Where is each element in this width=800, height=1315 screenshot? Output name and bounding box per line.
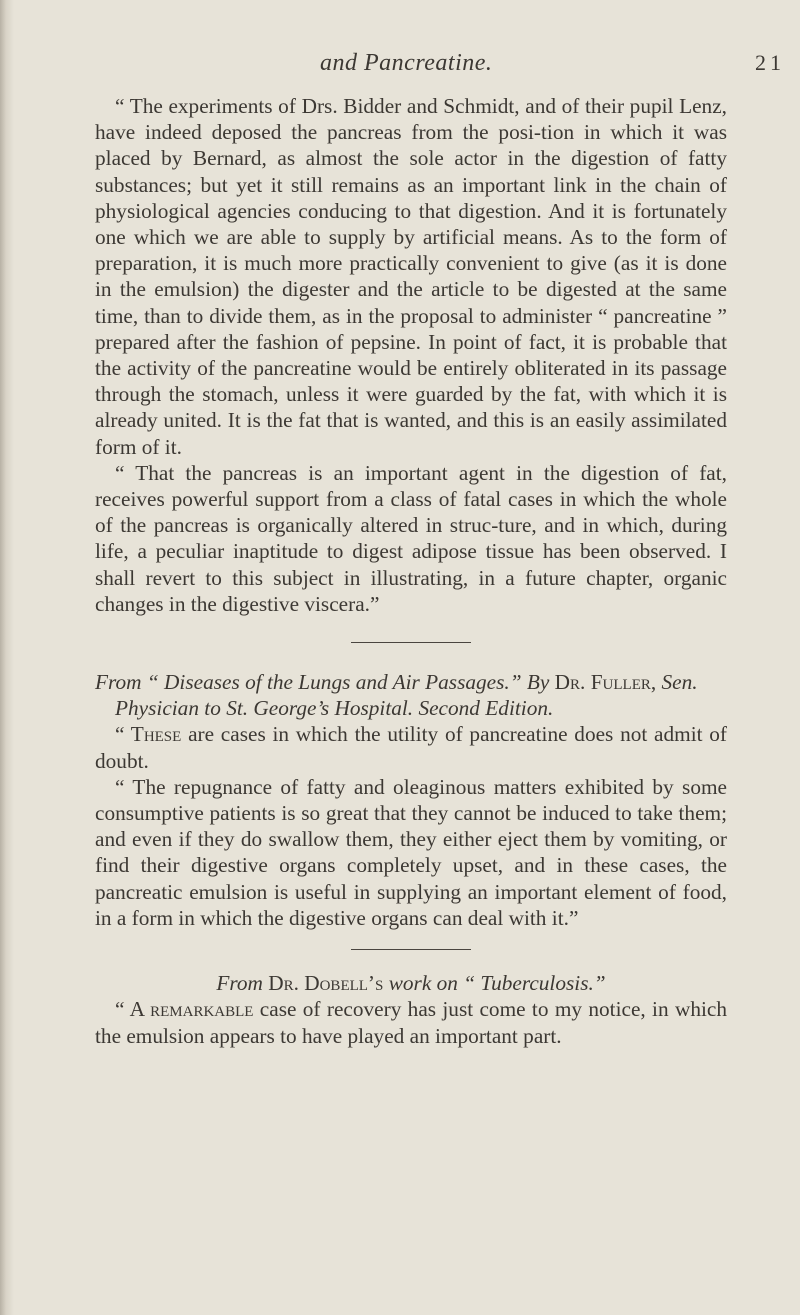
paragraph-utility bbox=[95, 721, 727, 773]
source-citation-fuller bbox=[95, 669, 727, 721]
source-fuller-author: Dr. Fuller, bbox=[554, 670, 657, 695]
paragraph-pancreas-agent: “ That the pancreas is an important agent in the digestion of fat, receives powerful support from a class of fatal cases in which the whole of the pancreas is organically altered in struc-ture, and in which, during life, a peculiar inaptitude to digest adipose tissue has been observed. I shall revert to this subject in illustrating, in a future chapter, organic changes in the digestive viscera.” bbox=[95, 460, 727, 616]
paragraph-experiments: “ The experiments of Drs. Bidder and Schmidt, and of their pupil Lenz, have indeed deposed the pancreas from the posi-tion in which it was placed by Bernard, as almost the sole actor in the digestion of fatty substances; but yet it still remains as an important link in the chain of physiological agencies conducing to that digestion. And it is fortunately one which we are able to supply by artificial means. As to the form of preparation, it is much more practically convenient to give (as it is done in the emulsion) the digester and the article to be digested at the same time, than to divide them, as in the proposal to administer “ pancreatine ” prepared after the fashion of pepsine. In point of fact, it is probable that the activity of the pancreatine would be entirely obliterated in its passage through the stomach, unless it were guarded by the fat, with which it is already united. It is the fat that is wanted, and this is an easily assimilated form of it. bbox=[95, 94, 727, 459]
running-title: and Pancreatine. bbox=[320, 50, 493, 76]
source-dobell-author: Dr. Dobell’s bbox=[268, 971, 384, 996]
page-header bbox=[0, 50, 800, 84]
page-edge-shadow bbox=[0, 0, 14, 1315]
paragraph-recovery bbox=[95, 996, 727, 1048]
source-fuller-prefix: From “ Diseases of the Lungs and Air Passages.” By bbox=[95, 670, 555, 695]
paragraph-utility-lead: “ These bbox=[115, 722, 182, 747]
body-text bbox=[95, 93, 727, 1049]
paragraph-utility-text: are cases in which the utility of pancreatine does not admit of doubt. bbox=[95, 722, 728, 773]
source-citation-dobell bbox=[95, 970, 727, 996]
source-fuller-suffix: Sen. Physician to St. George’s Hospital. Second Edition. bbox=[115, 670, 698, 721]
source-dobell-suffix: work on “ Tuberculosis.” bbox=[383, 971, 606, 996]
paragraph-repugnance: “ The repugnance of fatty and oleaginous matters exhibited by some consumptive patients is so great that they cannot be induced to take them; and even if they do swallow them, they either eject them by vomiting, or find their digestive organs completely upset, and in these cases, the pancreatic emulsion is useful in supplying an important element of food, in a form in which the digestive organs can deal with it.” bbox=[95, 774, 727, 930]
section-divider bbox=[351, 949, 471, 950]
section-divider bbox=[351, 642, 471, 643]
page-number: 21 bbox=[755, 50, 785, 75]
source-dobell-prefix: From bbox=[216, 971, 269, 996]
paragraph-recovery-lead: “ A remarkable bbox=[115, 997, 254, 1022]
paragraph-recovery-text: case of recovery has just come to my notice, in which the emulsion appears to have played an important part. bbox=[95, 997, 727, 1048]
